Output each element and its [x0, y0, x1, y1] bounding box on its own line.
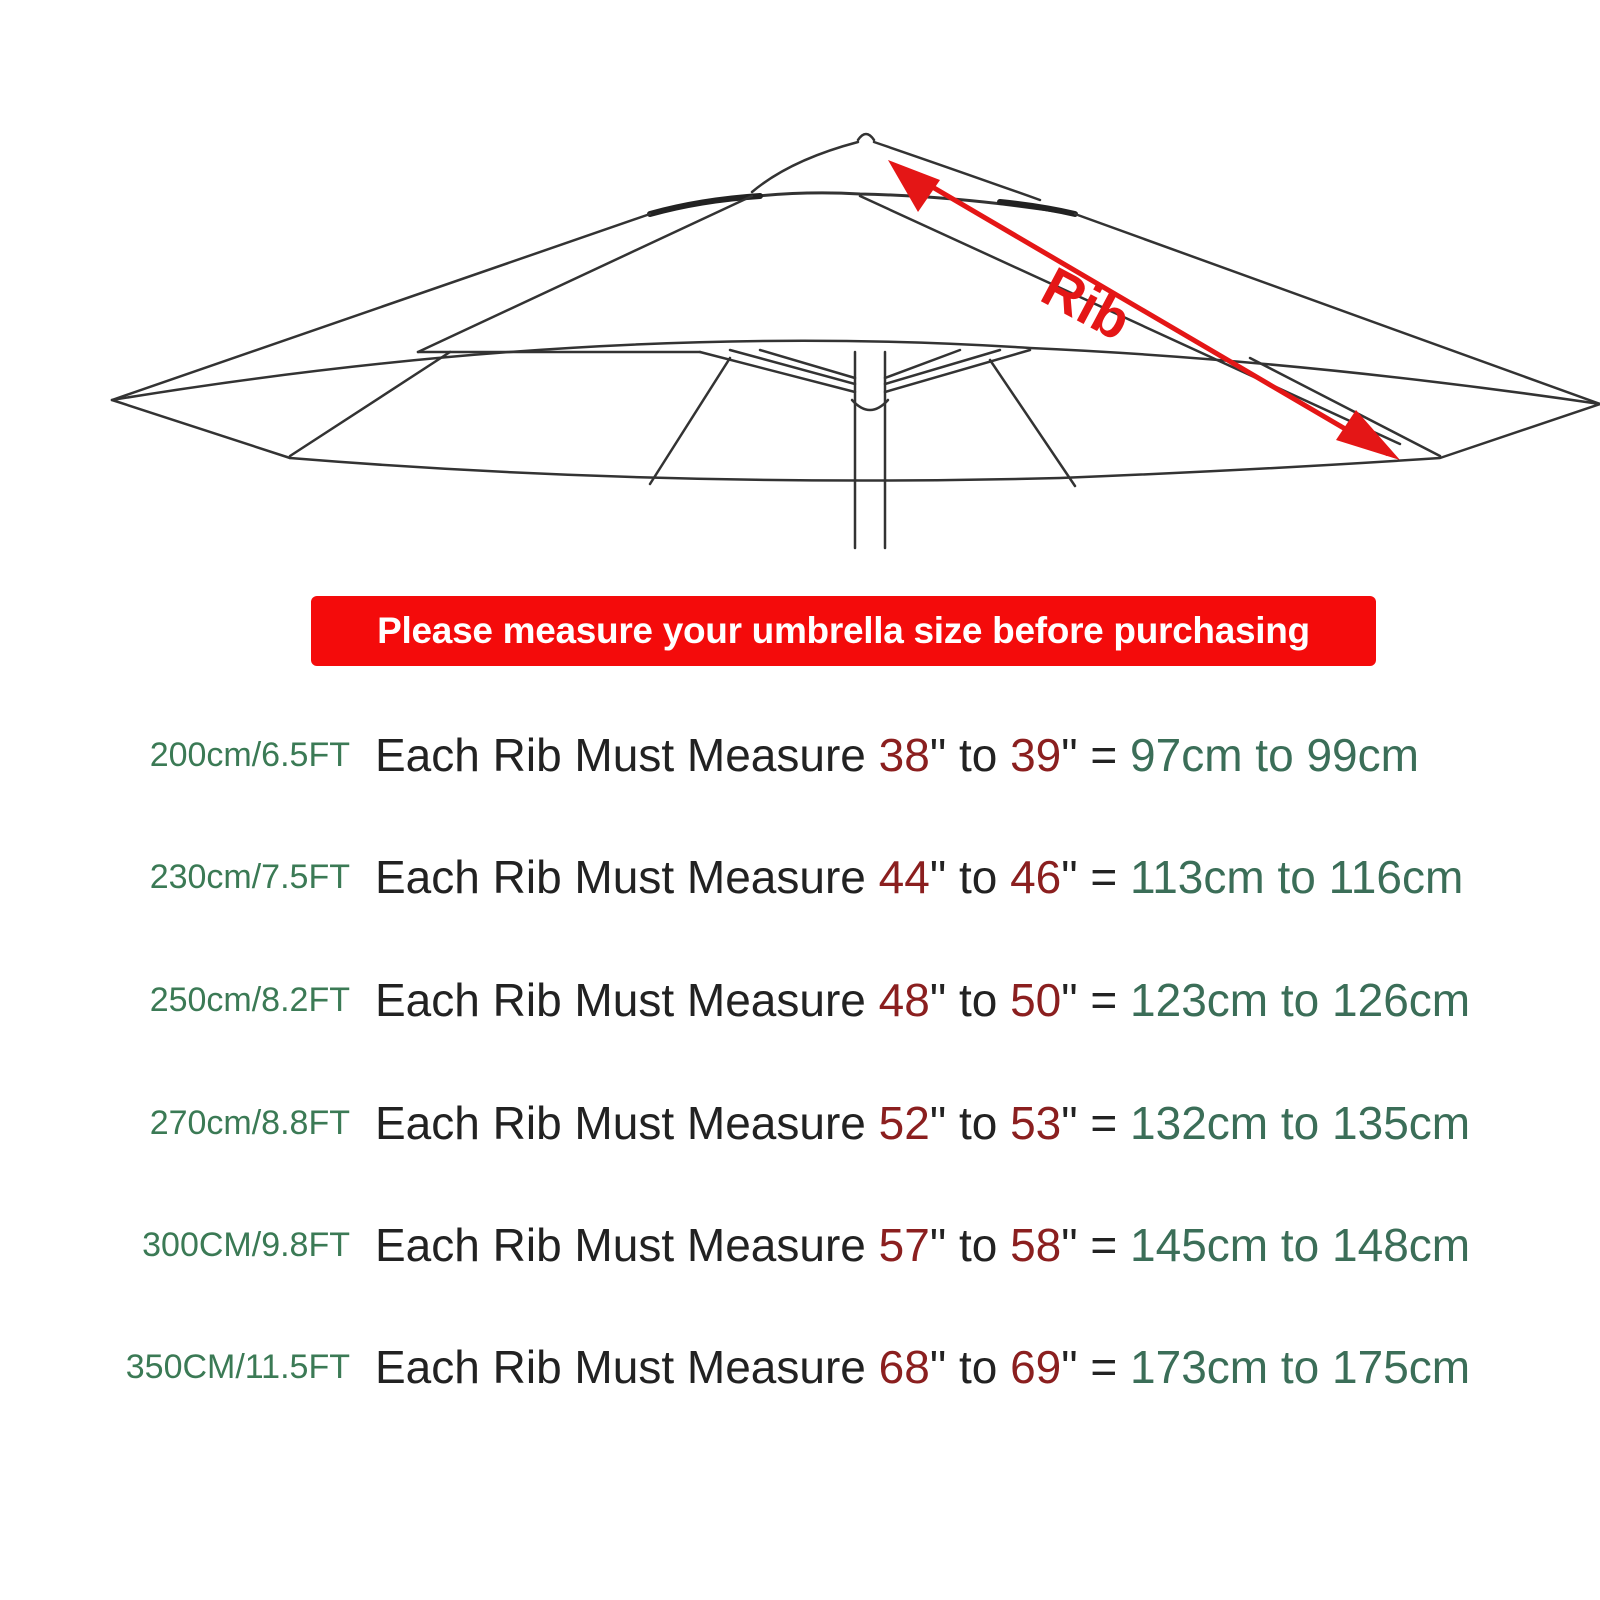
inch-min: 68 — [878, 1341, 930, 1393]
umbrella-size-label: 300CM/9.8FT — [142, 1226, 350, 1264]
rib-arrow — [888, 160, 1400, 460]
umbrella-canopy — [112, 134, 1600, 548]
umbrella-finial — [858, 134, 874, 140]
cm-range: 132cm to 135cm — [1130, 1097, 1471, 1149]
spec-prefix: Each Rib Must Measure — [375, 851, 866, 903]
inch-max: 39 — [1010, 729, 1062, 781]
size-row — [0, 1332, 1600, 1402]
inch-max: 46 — [1010, 851, 1062, 903]
size-row — [0, 720, 1600, 790]
rib-measure-spec: Each Rib Must Measure 52" to 53" = 132cm to 135cm — [375, 1097, 1471, 1149]
umbrella-size-label: 270cm/8.8FT — [149, 1104, 350, 1142]
umbrella-size-label: 230cm/7.5FT — [149, 858, 350, 896]
spec-prefix: Each Rib Must Measure — [375, 974, 866, 1026]
cm-range: 97cm to 99cm — [1130, 729, 1419, 781]
size-row — [0, 1088, 1600, 1158]
spec-prefix: Each Rib Must Measure — [375, 1341, 866, 1393]
spec-prefix: Each Rib Must Measure — [375, 1219, 866, 1271]
banner-text: Please measure your umbrella size before purchasing — [377, 610, 1310, 651]
cm-range: 173cm to 175cm — [1130, 1341, 1471, 1393]
size-row — [0, 842, 1600, 912]
inch-min: 52 — [878, 1097, 930, 1149]
spec-prefix: Each Rib Must Measure — [375, 1097, 866, 1149]
umbrella-size-label: 250cm/8.2FT — [149, 981, 350, 1019]
rib-measure-spec: Each Rib Must Measure 38" to 39" = 97cm to 99cm — [375, 729, 1419, 781]
inch-min: 48 — [878, 974, 930, 1026]
umbrella-size-label: 200cm/6.5FT — [149, 736, 350, 774]
rib-label: Rib — [1032, 254, 1142, 353]
spec-prefix: Each Rib Must Measure — [375, 729, 866, 781]
inch-max: 69 — [1010, 1341, 1062, 1393]
umbrella-diagram — [0, 0, 1600, 560]
inch-min: 57 — [878, 1219, 930, 1271]
size-row — [0, 965, 1600, 1035]
inch-min: 38 — [878, 729, 930, 781]
inch-max: 53 — [1010, 1097, 1062, 1149]
rib-measure-spec: Each Rib Must Measure 68" to 69" = 173cm to 175cm — [375, 1341, 1471, 1393]
umbrella-size-label: 350CM/11.5FT — [125, 1348, 350, 1386]
inch-max: 50 — [1010, 974, 1062, 1026]
inch-min: 44 — [878, 851, 930, 903]
inch-max: 58 — [1010, 1219, 1062, 1271]
rib-measure-spec: Each Rib Must Measure 44" to 46" = 113cm to 116cm — [375, 851, 1464, 903]
rib-measure-spec: Each Rib Must Measure 57" to 58" = 145cm to 148cm — [375, 1219, 1471, 1271]
cm-range: 145cm to 148cm — [1130, 1219, 1471, 1271]
rib-measure-spec: Each Rib Must Measure 48" to 50" = 123cm to 126cm — [375, 974, 1471, 1026]
measure-notice-banner — [311, 596, 1376, 666]
size-row — [0, 1210, 1600, 1280]
cm-range: 113cm to 116cm — [1130, 851, 1464, 903]
cm-range: 123cm to 126cm — [1130, 974, 1471, 1026]
